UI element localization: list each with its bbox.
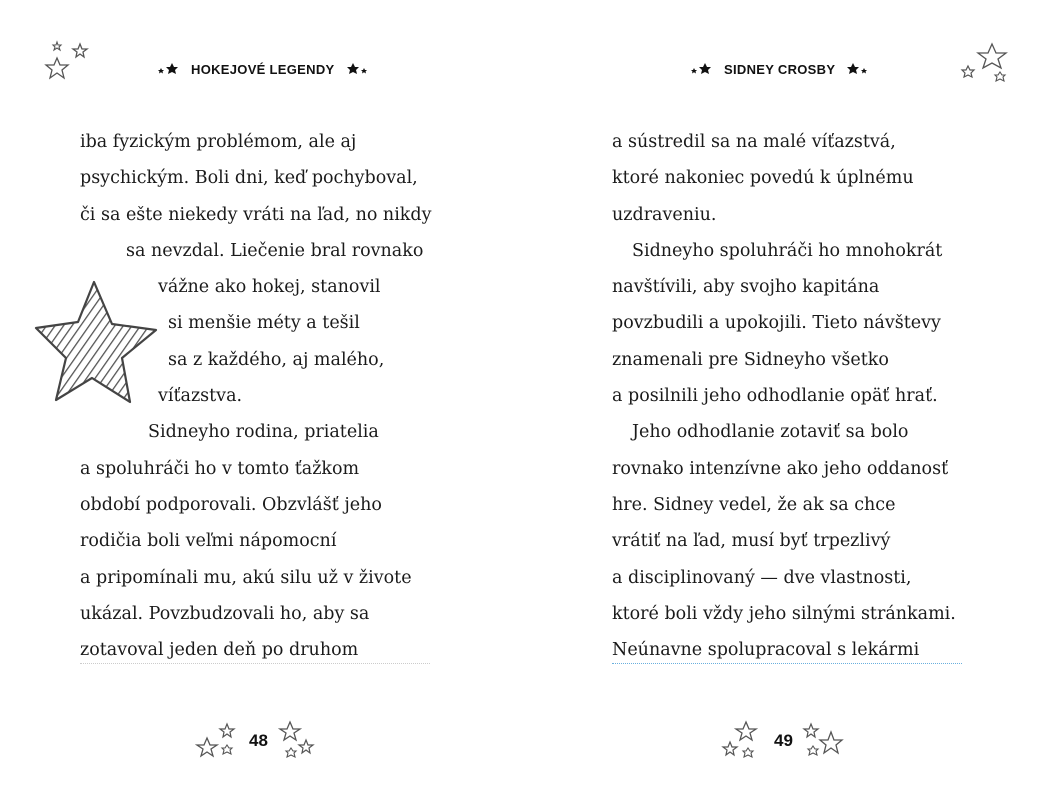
- text-line: období podporovali. Obzvlášť jeho: [80, 494, 382, 515]
- text-line: Sidneyho rodina, priatelia: [148, 422, 379, 443]
- text-line: hre. Sidney vedel, že ak sa chce: [612, 494, 896, 515]
- star-pair-icon: [690, 62, 714, 76]
- page-footer: [195, 716, 322, 766]
- text-line: a posilnili jeho odhodlanie opäť hrať.: [612, 386, 938, 407]
- text-line: sa nevzdal. Liečenie bral rovnako: [126, 240, 424, 261]
- text-line: psychickým. Boli dni, keď pochyboval,: [80, 168, 418, 189]
- text-line: si menšie méty a tešil: [168, 313, 360, 334]
- text-line: Neúnavne spolupracoval s lekármi: [612, 640, 920, 661]
- header-title: HOKEJOVÉ LEGENDY: [191, 61, 335, 77]
- text-line: vrátiť na ľad, musí byť trpezlivý: [612, 531, 891, 552]
- text-line: ukázal. Povzbudzovali ho, aby sa: [80, 603, 370, 624]
- text-line: a spoluhráči ho v tomto ťažkom: [80, 458, 360, 479]
- star-cluster-icon: [801, 718, 847, 764]
- text-line: uzdraveniu.: [612, 204, 717, 225]
- right-page: [520, 0, 1040, 800]
- star-cluster-icon: [276, 718, 322, 764]
- text-line: rovnako intenzívne ako jeho oddanosť: [612, 458, 949, 479]
- text-line: či sa ešte niekedy vráti na ľad, no nikdy: [80, 204, 432, 225]
- text-line: zotavoval jeden deň po druhom: [80, 640, 359, 661]
- star-cluster-icon: [35, 36, 95, 92]
- text-line: ktoré boli vždy jeho silnými stránkami.: [612, 603, 956, 624]
- bottom-rule: [612, 663, 962, 665]
- running-header: [690, 58, 869, 80]
- text-line: navštívili, aby svojho kapitána: [612, 277, 880, 298]
- bottom-rule: [80, 663, 430, 665]
- star-cluster-icon: [956, 36, 1016, 92]
- text-line: sa z každého, aj malého,: [168, 349, 385, 370]
- text-line: vážne ako hokej, stanovil: [158, 277, 381, 298]
- text-line: a pripomínali mu, akú silu už v živote: [80, 567, 412, 588]
- text-line: povzbudili a upokojili. Tieto návštevy: [612, 313, 941, 334]
- body-text: [612, 124, 984, 668]
- page-number: 48: [249, 731, 268, 750]
- text-line: iba fyzickým problémom, ale aj: [80, 132, 357, 152]
- text-line: víťazstva.: [158, 386, 243, 407]
- text-line: znamenali pre Sidneyho všetko: [612, 349, 889, 370]
- text-line: Jeho odhodlanie zotaviť sa bolo: [632, 422, 909, 443]
- star-pair-icon: [845, 62, 869, 76]
- text-line: a sústredil sa na malé víťazstvá,: [612, 132, 896, 152]
- page-footer: [720, 716, 847, 766]
- page-number: 49: [774, 731, 793, 750]
- star-cluster-icon: [720, 718, 766, 764]
- text-line: a disciplinovaný — dve vlastnosti,: [612, 567, 912, 588]
- star-pair-icon: [345, 62, 369, 76]
- text-line: ktoré nakoniec povedú k úplnému: [612, 168, 914, 189]
- running-header: [157, 58, 369, 80]
- text-line: Sidneyho spoluhráči ho mnohokrát: [632, 240, 943, 261]
- body-text: [80, 124, 460, 668]
- star-pair-icon: [157, 62, 181, 76]
- text-line: rodičia boli veľmi nápomocní: [80, 531, 337, 552]
- star-cluster-icon: [195, 718, 241, 764]
- header-title: SIDNEY CROSBY: [724, 61, 836, 77]
